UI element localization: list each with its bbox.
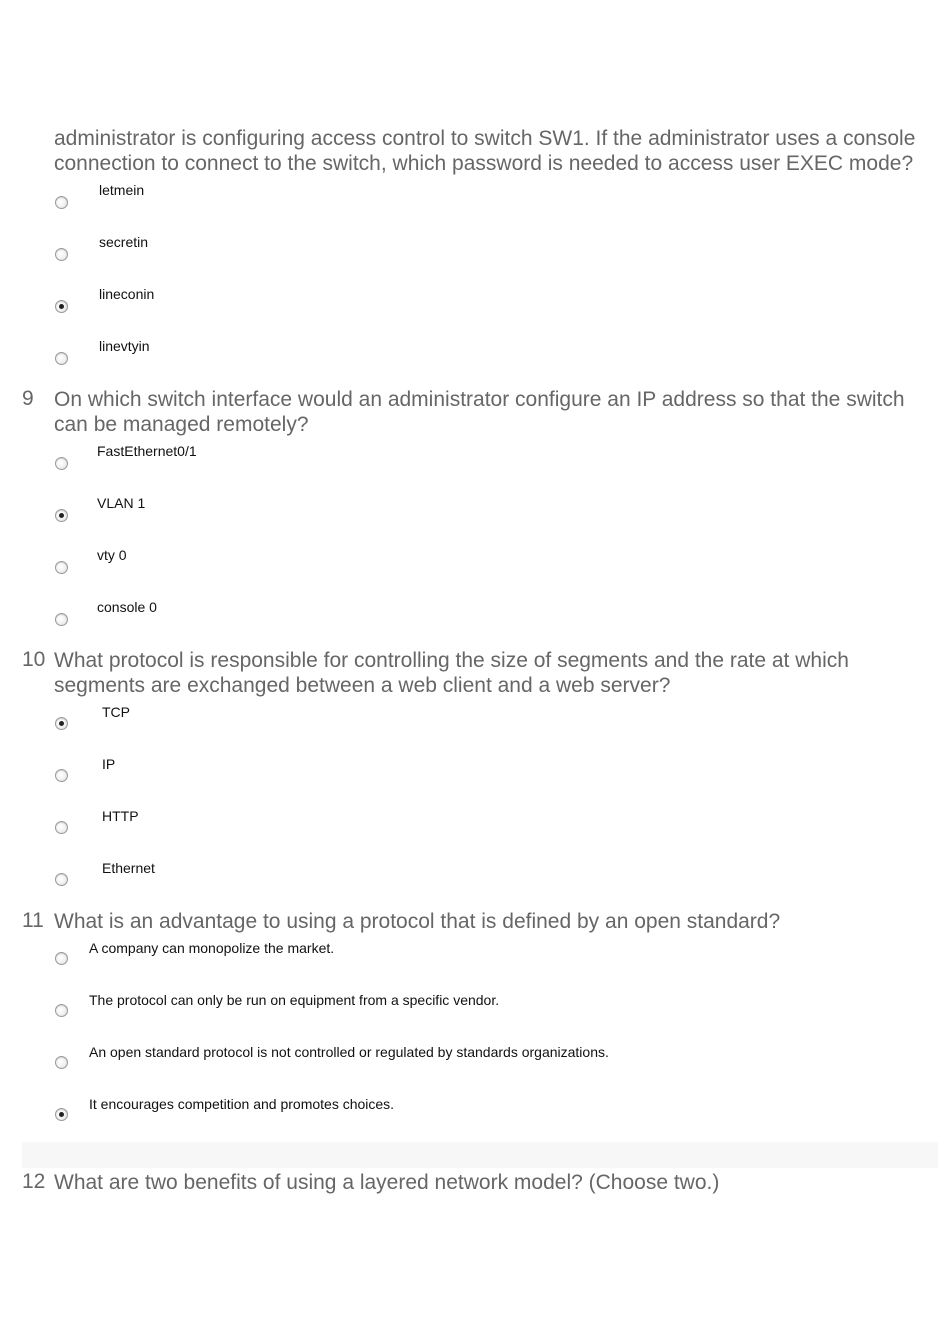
answer-option[interactable] [0,338,950,378]
radio-button[interactable] [55,196,68,209]
option-label: VLAN 1 [97,495,146,511]
radio-button-selected[interactable] [55,717,68,730]
answer-option[interactable] [0,234,950,274]
option-label: secretin [99,234,149,250]
question-text-line: connection to connect to the switch, which password is needed to access user EXEC mode? [54,152,914,175]
option-label: Ethernet [102,860,155,876]
radio-button-selected[interactable] [55,300,68,313]
radio-button[interactable] [55,352,68,365]
question-text [54,126,944,176]
answer-option[interactable] [0,182,950,222]
answer-option[interactable] [0,286,950,326]
radio-button[interactable] [55,873,68,886]
answer-option[interactable] [0,992,950,1032]
answer-option[interactable] [0,443,950,483]
question-text-line: administrator is configuring access control to switch SW1. If the administrator uses a console [54,127,916,150]
answer-option[interactable] [0,756,950,796]
question-text [54,648,944,698]
radio-button-selected[interactable] [55,1108,68,1121]
question-number: 11 [22,909,44,932]
question-separator [22,1142,938,1168]
answer-option[interactable] [0,495,950,535]
answer-option[interactable] [0,940,950,980]
option-label: A company can monopolize the market. [89,940,335,956]
option-label: console 0 [97,599,157,615]
radio-button[interactable] [55,769,68,782]
option-label: vty 0 [97,547,127,563]
radio-button[interactable] [55,457,68,470]
answer-option[interactable] [0,547,950,587]
question-text [54,909,944,934]
option-label: TCP [102,704,130,720]
option-label: The protocol can only be run on equipment from a specific vendor. [89,992,500,1008]
answer-option[interactable] [0,1096,950,1136]
option-label: It encourages competition and promotes choices. [89,1096,395,1112]
answer-option[interactable] [0,704,950,744]
question-text-line: What are two benefits of using a layered network model? (Choose two.) [54,1171,720,1194]
question-text-line: What protocol is responsible for controlling the size of segments and the rate at which [54,649,849,672]
radio-button[interactable] [55,1056,68,1069]
answer-option[interactable] [0,599,950,639]
answer-option[interactable] [0,1044,950,1084]
radio-button[interactable] [55,952,68,965]
question-text-line: can be managed remotely? [54,413,309,436]
question-number: 10 [22,648,46,671]
option-label: letmein [99,182,145,198]
radio-button[interactable] [55,1004,68,1017]
question-number: 12 [22,1170,46,1193]
option-label: lineconin [99,286,155,302]
option-label: HTTP [102,808,139,824]
question-text-line: segments are exchanged between a web client and a web server? [54,674,671,697]
radio-button[interactable] [55,561,68,574]
option-label: IP [102,756,116,772]
question-number: 9 [22,387,34,410]
option-label: An open standard protocol is not controlled or regulated by standards organizations. [89,1044,609,1060]
option-label: linevtyin [99,338,150,354]
question-text [54,387,944,437]
radio-button[interactable] [55,821,68,834]
option-label: FastEthernet0/1 [97,443,197,459]
radio-button[interactable] [55,248,68,261]
answer-option[interactable] [0,860,950,900]
radio-button[interactable] [55,613,68,626]
question-text [54,1170,944,1195]
question-text-line: On which switch interface would an administrator configure an IP address so that the switch [54,388,905,411]
answer-option[interactable] [0,808,950,848]
radio-button-selected[interactable] [55,509,68,522]
question-text-line: What is an advantage to using a protocol that is defined by an open standard? [54,910,781,933]
